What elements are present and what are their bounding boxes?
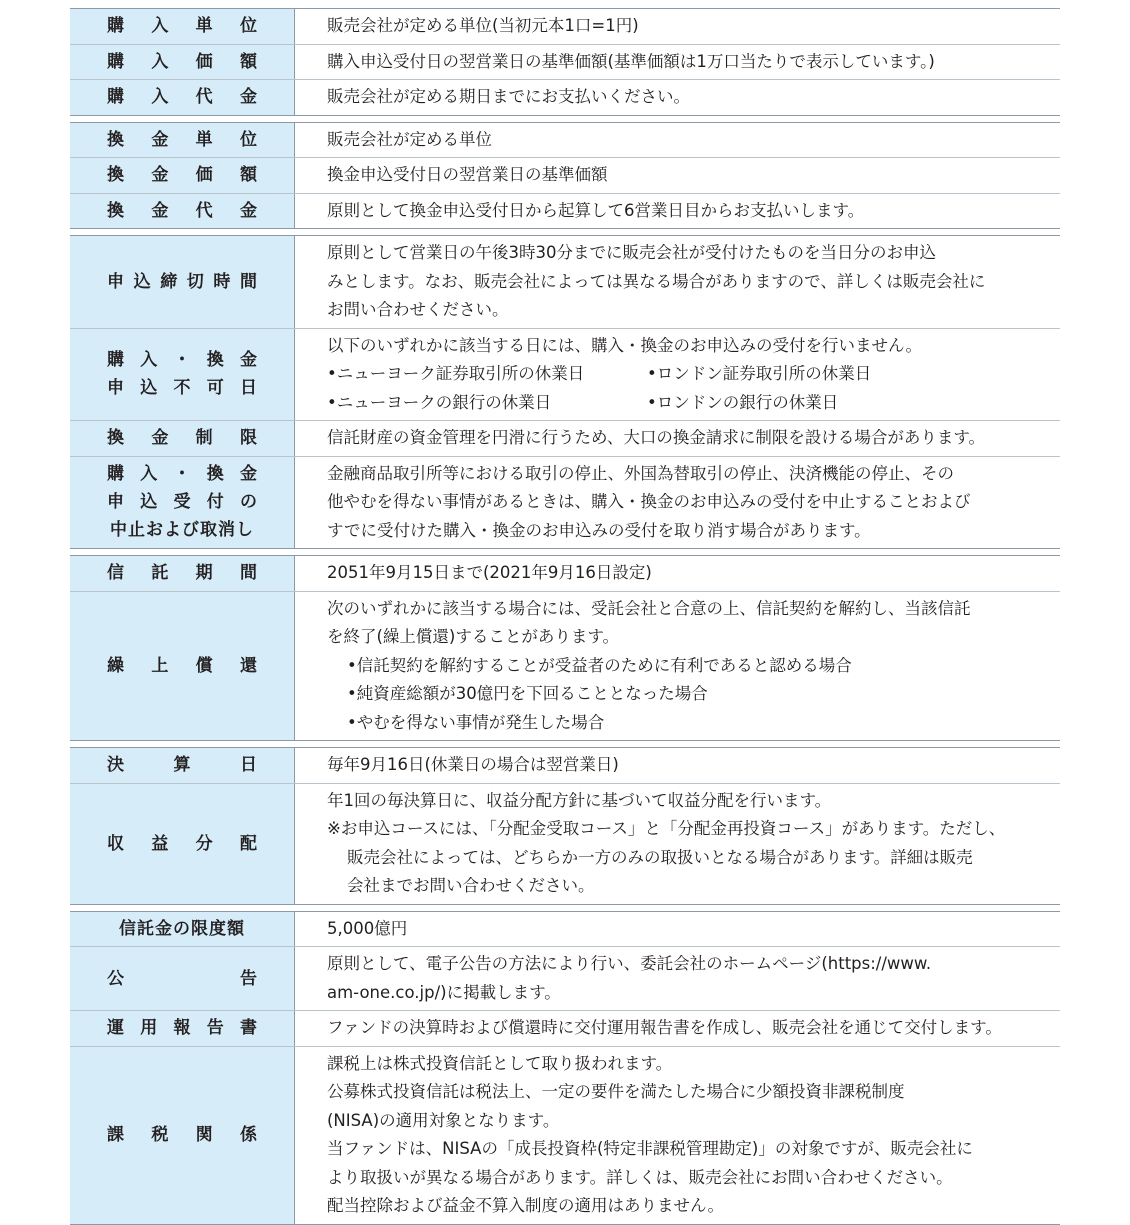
row-label-line: 購 入 ・ 換 金 bbox=[107, 350, 257, 371]
row-content bbox=[295, 329, 1060, 421]
holiday-item: •ニューヨークの銀行の休業日 bbox=[327, 392, 552, 412]
row-label-line: 課 税 関 係 bbox=[107, 1125, 257, 1145]
content-line: 金融商品取引所等における取引の停止、外国為替取引の停止、決済機能の停止、その bbox=[327, 463, 954, 483]
terms-row bbox=[70, 123, 1060, 159]
holiday-pair bbox=[327, 360, 1060, 389]
row-label bbox=[70, 236, 295, 328]
row-content bbox=[295, 457, 1060, 549]
row-label-line: 収 益 分 配 bbox=[107, 833, 257, 854]
row-content bbox=[295, 1011, 1060, 1046]
terms-row bbox=[70, 236, 1060, 329]
row-content bbox=[295, 80, 1060, 115]
row-label bbox=[70, 1011, 295, 1046]
terms-group bbox=[70, 555, 1060, 741]
terms-row bbox=[70, 748, 1060, 784]
content-line: 換金申込受付日の翌営業日の基準価額 bbox=[327, 165, 608, 184]
row-content bbox=[295, 1047, 1060, 1224]
row-content bbox=[295, 194, 1060, 229]
holiday-item: •ロンドンの銀行の休業日 bbox=[647, 392, 839, 412]
row-label bbox=[70, 556, 295, 591]
content-line: より取扱いが異なる場合があります。詳しくは、販売会社にお問い合わせください。 bbox=[327, 1167, 953, 1187]
holiday-item: •ニューヨーク証券取引所の休業日 bbox=[327, 364, 585, 383]
content-line: 公募株式投資信託は税法上、一定の要件を満たした場合に少額投資非課税制度 bbox=[327, 1082, 905, 1101]
row-label-line: 信託金の限度額 bbox=[119, 918, 245, 939]
content-line: (NISA)の適用対象となります。 bbox=[327, 1110, 560, 1130]
row-label-line: 購 入 代 金 bbox=[107, 87, 257, 108]
row-label bbox=[70, 194, 295, 229]
terms-row bbox=[70, 1047, 1060, 1224]
content-line: 2051年9月15日まで(2021年9月16日設定) bbox=[327, 563, 652, 582]
row-content bbox=[295, 158, 1060, 193]
content-line: ※お申込コースには、「分配金受取コース」と「分配金再投資コース」があります。ただし、 bbox=[327, 819, 1006, 838]
row-label bbox=[70, 9, 295, 44]
row-label-line: 購 入 ・ 換 金 bbox=[107, 464, 257, 485]
row-label-line: 換 金 価 額 bbox=[107, 165, 257, 186]
row-label-line: 申 込 不 可 日 bbox=[107, 378, 257, 399]
row-label-line: 公 告 bbox=[107, 968, 257, 989]
row-content bbox=[295, 421, 1060, 456]
row-content bbox=[295, 748, 1060, 783]
row-content bbox=[295, 912, 1060, 947]
content-line: ファンドの決算時および償還時に交付運用報告書を作成し、販売会社を通じて交付します。 bbox=[327, 1018, 1002, 1037]
content-line: 原則として換金申込受付日から起算して6営業日目からお支払いします。 bbox=[327, 200, 865, 220]
row-label-line: 換 金 代 金 bbox=[107, 200, 257, 221]
row-label bbox=[70, 592, 295, 741]
row-content bbox=[295, 9, 1060, 44]
row-label-line: 購 入 価 額 bbox=[107, 51, 257, 72]
content-line: 原則として営業日の午後3時30分までに販売会社が受付けたものを当日分のお申込 bbox=[327, 243, 936, 262]
content-line: 購入申込受付日の翌営業日の基準価額(基準価額は1万口当たりで表示しています。) bbox=[327, 51, 935, 71]
content-line: お問い合わせください。 bbox=[327, 300, 509, 319]
content-line: すでに受付けた購入・換金のお申込みの受付を取り消す場合があります。 bbox=[327, 520, 871, 540]
content-line: am-one.co.jp/)に掲載します。 bbox=[327, 982, 561, 1002]
terms-row bbox=[70, 556, 1060, 592]
content-line: 当ファンドは、NISAの「成長投資枠(特定非課税管理勘定)」の対象ですが、販売会社に bbox=[327, 1139, 973, 1158]
bullet-line: •信託契約を解約することが受益者のために有利であると認める場合 bbox=[347, 655, 852, 675]
terms-row bbox=[70, 80, 1060, 115]
terms-row bbox=[70, 45, 1060, 81]
terms-row bbox=[70, 194, 1060, 229]
content-line: 配当控除および益金不算入制度の適用はありません。 bbox=[327, 1196, 724, 1215]
row-label-line: 中止および取消し bbox=[110, 520, 254, 541]
content-line: 以下のいずれかに該当する日には、購入・換金のお申込みの受付を行いません。 bbox=[327, 335, 922, 355]
content-line: みとします。なお、販売会社によっては異なる場合がありますので、詳しくは販売会社に bbox=[327, 271, 986, 291]
bullet-line: •やむを得ない事情が発生した場合 bbox=[347, 712, 605, 732]
content-line: 原則として、電子公告の方法により行い、委託会社のホームページ(https://www. bbox=[327, 954, 932, 973]
row-label bbox=[70, 457, 295, 549]
row-label bbox=[70, 947, 295, 1010]
row-content bbox=[295, 45, 1060, 80]
indented-line: 販売会社によっては、どちらか一方のみの取扱いとなる場合があります。詳細は販売 bbox=[347, 847, 973, 867]
terms-row bbox=[70, 1011, 1060, 1047]
holiday-item: •ロンドン証券取引所の休業日 bbox=[647, 364, 872, 383]
terms-row bbox=[70, 912, 1060, 948]
indented-line: 会社までお問い合わせください。 bbox=[347, 876, 595, 895]
terms-row bbox=[70, 947, 1060, 1011]
terms-row bbox=[70, 457, 1060, 549]
terms-row bbox=[70, 421, 1060, 457]
row-content bbox=[295, 236, 1060, 328]
terms-group bbox=[70, 235, 1060, 549]
terms-group bbox=[70, 8, 1060, 116]
row-content bbox=[295, 784, 1060, 904]
row-content bbox=[295, 556, 1060, 591]
terms-group bbox=[70, 747, 1060, 905]
content-line: を終了(繰上償還)することがあります。 bbox=[327, 627, 620, 646]
row-label-line: 申 込 受 付 の bbox=[107, 492, 257, 513]
row-label bbox=[70, 158, 295, 193]
row-label bbox=[70, 784, 295, 904]
terms-row bbox=[70, 9, 1060, 45]
row-content bbox=[295, 123, 1060, 158]
content-line: 信託財産の資金管理を円滑に行うため、大口の換金請求に制限を設ける場合があります。 bbox=[327, 428, 986, 447]
row-label-line: 換 金 単 位 bbox=[107, 129, 257, 150]
bullet-line: •純資産総額が30億円を下回ることとなった場合 bbox=[347, 684, 708, 703]
content-line: 課税上は株式投資信託として取り扱われます。 bbox=[327, 1053, 673, 1073]
row-label bbox=[70, 912, 295, 947]
terms-row bbox=[70, 158, 1060, 194]
row-label-line: 申 込 締 切 時 間 bbox=[107, 271, 257, 292]
row-label-line: 決 算 日 bbox=[107, 755, 257, 776]
content-line: 販売会社が定める単位(当初元本1口=1円) bbox=[327, 16, 639, 35]
content-line: 販売会社が定める期日までにお支払いください。 bbox=[327, 87, 690, 106]
content-line: 5,000億円 bbox=[327, 918, 408, 938]
row-label bbox=[70, 329, 295, 421]
row-label-line: 信 託 期 間 bbox=[107, 563, 257, 584]
row-content bbox=[295, 947, 1060, 1010]
row-label bbox=[70, 1047, 295, 1224]
row-label-line: 購 入 単 位 bbox=[107, 16, 257, 37]
row-label bbox=[70, 421, 295, 456]
terms-row bbox=[70, 784, 1060, 904]
row-label-line: 繰 上 償 還 bbox=[107, 655, 257, 676]
fund-terms-table bbox=[70, 8, 1060, 1225]
content-line: 次のいずれかに該当する場合には、受託会社と合意の上、信託契約を解約し、当該信託 bbox=[327, 598, 971, 618]
row-label bbox=[70, 748, 295, 783]
content-line: 年1回の毎決算日に、収益分配方針に基づいて収益分配を行います。 bbox=[327, 790, 832, 810]
content-line: 販売会社が定める単位 bbox=[327, 129, 492, 149]
row-content bbox=[295, 592, 1060, 741]
terms-row bbox=[70, 592, 1060, 741]
holiday-pair bbox=[327, 389, 1060, 418]
terms-group bbox=[70, 122, 1060, 230]
row-label bbox=[70, 80, 295, 115]
row-label-line: 換 金 制 限 bbox=[107, 428, 257, 449]
row-label bbox=[70, 123, 295, 158]
terms-row bbox=[70, 329, 1060, 422]
content-line: 毎年9月16日(休業日の場合は翌営業日) bbox=[327, 755, 619, 774]
terms-group bbox=[70, 911, 1060, 1225]
content-line: 他やむを得ない事情があるときは、購入・換金のお申込みの受付を中止することおよび bbox=[327, 492, 971, 511]
row-label-line: 運 用 報 告 書 bbox=[107, 1018, 257, 1039]
row-label bbox=[70, 45, 295, 80]
